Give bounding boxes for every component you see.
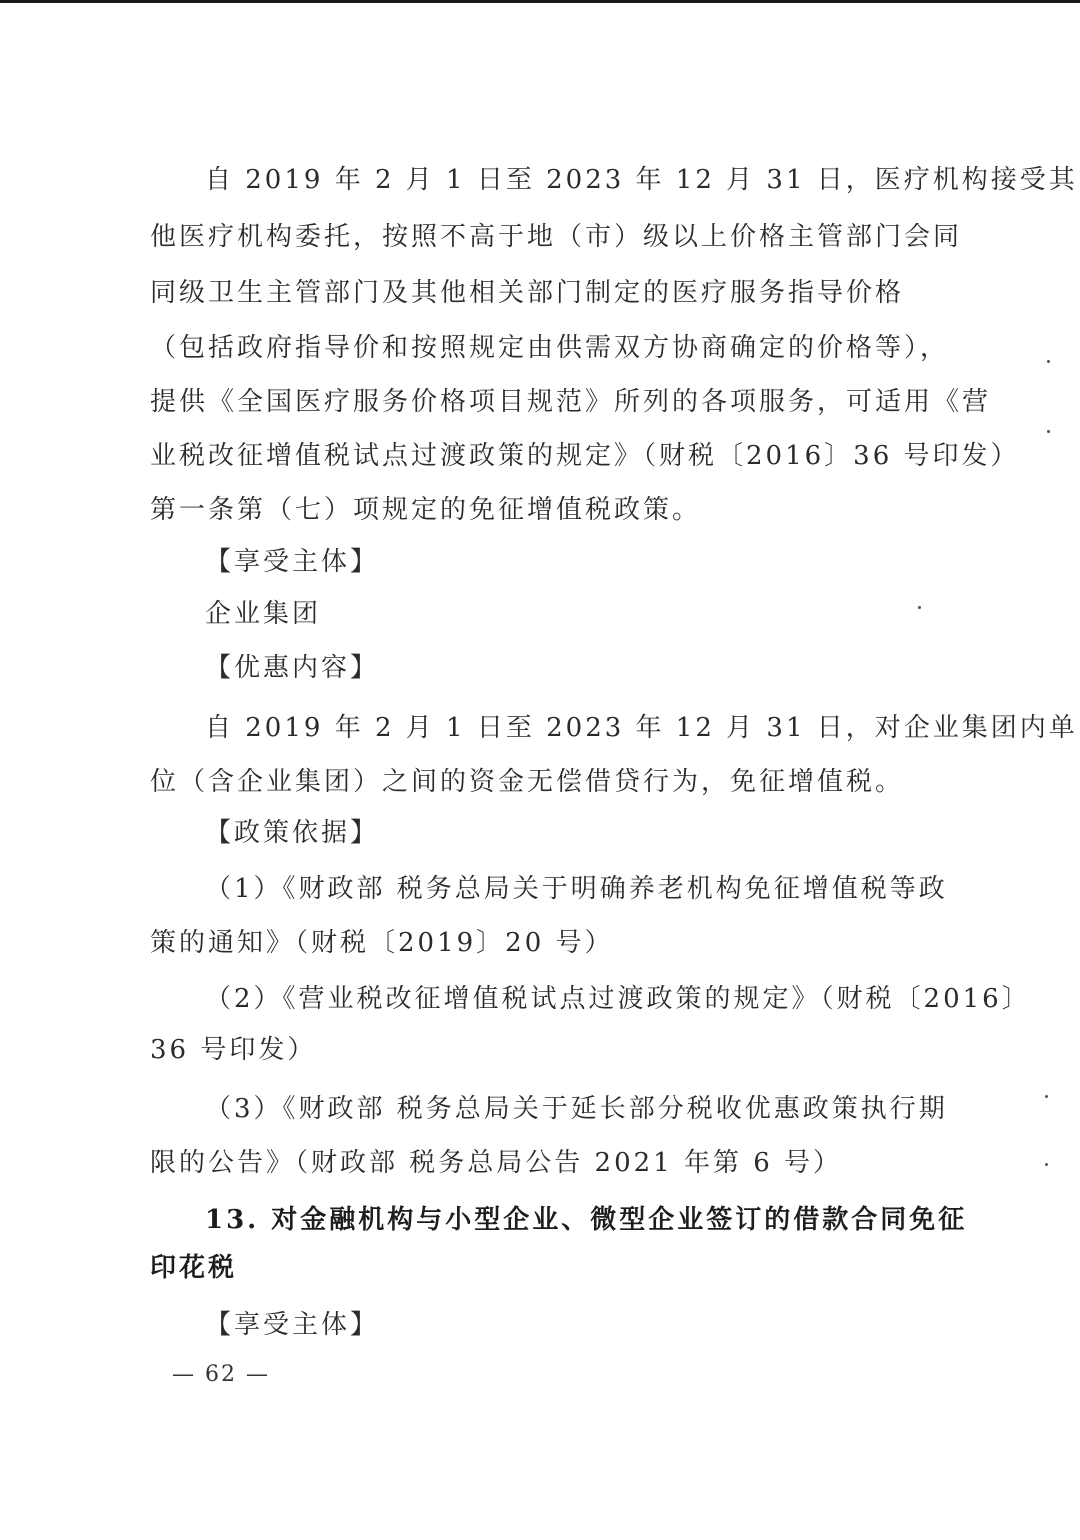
scan-speck xyxy=(1047,360,1050,363)
item-13-heading: 13. 对金融机构与小型企业、微型企业签订的借款合同免征 xyxy=(205,1205,968,1235)
policy-basis-item-cont: 策的通知》（财税〔2019〕20 号） xyxy=(150,928,614,958)
policy-basis-item: （3）《财政部 税务总局关于延长部分税收优惠政策执行期 xyxy=(205,1094,948,1124)
paragraph-line: 同级卫生主管部门及其他相关部门制定的医疗服务指导价格 xyxy=(150,278,905,308)
policy-basis-item-cont: 36 号印发） xyxy=(150,1035,317,1065)
section-heading-beneficiary: 【享受主体】 xyxy=(205,1310,380,1340)
scan-speck xyxy=(1047,430,1050,433)
paragraph-line: （包括政府指导价和按照规定由供需双方协商确定的价格等）， xyxy=(150,333,950,363)
scan-speck xyxy=(1045,1163,1048,1166)
section-heading-content: 【优惠内容】 xyxy=(205,653,380,683)
paragraph-line: 业税改征增值税试点过渡政策的规定》（财税〔2016〕36 号印发） xyxy=(150,441,1020,471)
section-heading-basis: 【政策依据】 xyxy=(205,818,380,848)
item-13-heading-cont: 印花税 xyxy=(150,1253,238,1283)
scan-speck xyxy=(1045,1095,1048,1098)
scan-speck xyxy=(918,606,921,609)
paragraph-line: 位（含企业集团）之间的资金无偿借贷行为，免征增值税。 xyxy=(150,767,905,797)
paragraph-line: 自 2019 年 2 月 1 日至 2023 年 12 月 31 日，医疗机构接受其 xyxy=(205,165,1078,195)
page-number: — 62 — xyxy=(172,1362,270,1387)
policy-basis-item-cont: 限的公告》（财政部 税务总局公告 2021 年第 6 号） xyxy=(150,1148,843,1178)
paragraph-line: 自 2019 年 2 月 1 日至 2023 年 12 月 31 日，对企业集团内单 xyxy=(205,713,1078,743)
policy-basis-item: （1）《财政部 税务总局关于明确养老机构免征增值税等政 xyxy=(205,874,948,904)
paragraph-line: 提供《全国医疗服务价格项目规范》所列的各项服务，可适用《营 xyxy=(150,387,992,417)
paragraph-line: 他医疗机构委托，按照不高于地（市）级以上价格主管部门会同 xyxy=(150,222,963,252)
section-heading-beneficiary: 【享受主体】 xyxy=(205,547,380,577)
paragraph-line: 第一条第（七）项规定的免征增值税政策。 xyxy=(150,495,702,525)
beneficiary-text: 企业集团 xyxy=(205,599,322,629)
policy-basis-item: （2）《营业税改征增值税试点过渡政策的规定》（财税〔2016〕 xyxy=(205,984,1031,1014)
